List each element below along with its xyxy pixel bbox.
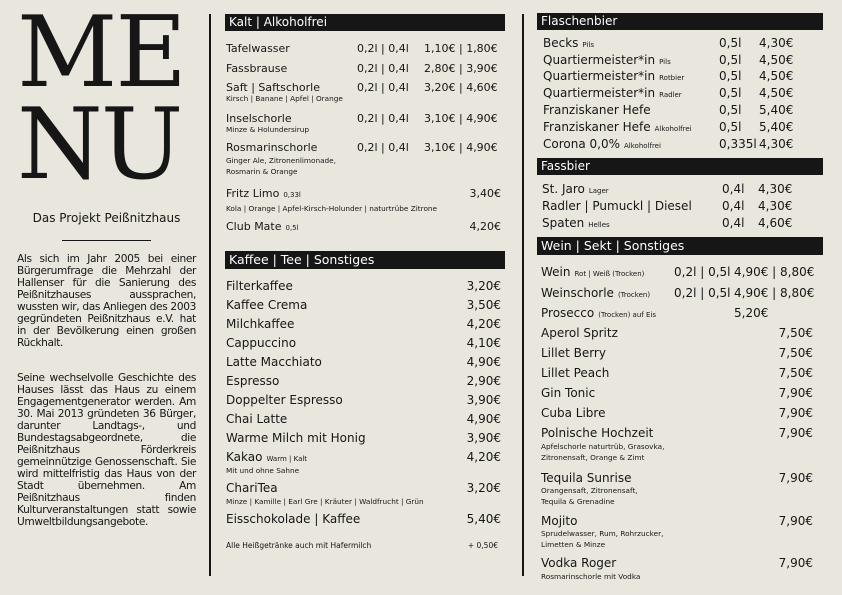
menu-item <box>541 367 823 381</box>
item-price: 2,90€ <box>466 374 501 388</box>
item-price: 4,30€ <box>759 137 794 151</box>
item-size: 0,5l <box>719 86 742 100</box>
item-price: 3,40€ <box>469 187 501 200</box>
item-qualifier: Alkoholfrei <box>624 142 661 150</box>
item-description: Kirsch | Banane | Apfel | Orange <box>226 94 343 103</box>
item-price: 4,50€ <box>759 69 794 83</box>
item-size: 0,5l <box>719 120 742 134</box>
item-name: Weinschorle (Trocken) <box>541 286 651 300</box>
menu-title-line-2: NU <box>17 88 182 202</box>
item-name: Kaffee Crema <box>226 298 308 312</box>
item-name: Prosecco (Trocken) auf Eis <box>541 306 656 320</box>
item-description: Rosmarinschorle mit Vodka <box>541 572 641 581</box>
menu-item <box>226 356 506 370</box>
menu-item <box>226 394 506 408</box>
item-name: Warme Milch mit Honig <box>226 431 366 445</box>
item-price: 7,50€ <box>778 366 813 380</box>
item-price: 7,90€ <box>778 426 813 440</box>
item-price: 4,20€ <box>469 220 501 233</box>
item-size: 0,2l | 0,5l <box>674 286 731 300</box>
section-heading-fassbier: Fassbier <box>537 158 823 175</box>
item-size: 0,2l | 0,5l <box>674 265 731 279</box>
item-name: Cappuccino <box>226 336 297 350</box>
item-qualifier: 0,33l <box>283 191 301 199</box>
item-name: Polnische Hochzeit <box>541 426 654 440</box>
item-price: 4,20€ <box>466 450 501 464</box>
item-price: 5,20€ <box>734 306 769 320</box>
item-name: Fritz Limo 0,33l <box>226 187 301 200</box>
menu-item <box>541 557 823 571</box>
section-heading-wein: Wein | Sekt | Sonstiges <box>537 237 823 255</box>
item-name: Filterkaffee <box>226 279 293 293</box>
item-name: Rosmarinschorle <box>226 141 318 154</box>
item-price: 4,90€ <box>466 355 501 369</box>
item-qualifier: Radler <box>659 91 682 99</box>
item-qualifier: Rotbier <box>659 74 685 82</box>
item-prices: 3,10€ | 4,90€ <box>424 112 498 125</box>
menu-item <box>541 327 823 341</box>
item-name: Kakao Warm | Kalt <box>226 450 308 464</box>
menu-item <box>541 387 823 401</box>
item-sizes: 0,2l | 0,4l <box>357 42 409 55</box>
item-qualifier: Alkoholfrei <box>654 125 692 133</box>
item-prices: 3,10€ | 4,90€ <box>424 141 498 154</box>
item-description: Sprudelwasser, Rum, Rohrzucker, <box>541 529 664 538</box>
item-name: Quartiermeister*in Pils <box>543 53 671 67</box>
footnote-price: + 0,50€ <box>467 541 498 550</box>
menu-item <box>226 299 506 313</box>
item-description: Minze | Kamille | Earl Gre | Kräuter | Waldfrucht | Grün <box>226 497 424 506</box>
item-name: Cuba Libre <box>541 406 606 420</box>
item-name: Lillet Peach <box>541 366 610 380</box>
item-qualifier: Helles <box>588 221 610 229</box>
item-description: Apfelschorle naturtrüb, Grasovka, <box>541 442 665 451</box>
item-name: Eisschokolade | Kaffee <box>226 512 361 526</box>
menu-item <box>226 318 506 332</box>
item-qualifier: 0,5l <box>285 224 299 232</box>
item-name: Tafelwasser <box>226 42 290 55</box>
item-name: Chai Latte <box>226 412 288 426</box>
item-size: 0,5l <box>719 69 742 83</box>
item-price: 7,90€ <box>778 386 813 400</box>
item-size: 0,5l <box>719 53 742 67</box>
item-prices: 2,80€ | 3,90€ <box>424 62 498 75</box>
menu-item <box>541 266 823 280</box>
item-sizes: 0,2l | 0,4l <box>357 141 409 154</box>
item-name: Vodka Roger <box>541 556 617 570</box>
item-description: Kola | Orange | Apfel-Kirsch-Holunder | naturtrübe Zitrone <box>226 204 438 213</box>
item-price: 3,50€ <box>466 298 501 312</box>
section-heading-kaffee: Kaffee | Tee | Sonstiges <box>225 251 505 269</box>
item-name: Mojito <box>541 514 578 528</box>
menu-item <box>541 307 823 321</box>
menu-title-line-1: ME <box>17 0 185 110</box>
item-name: Franziskaner Hefe <box>543 103 651 117</box>
item-price: 4,30€ <box>758 182 793 196</box>
item-price: 7,50€ <box>778 346 813 360</box>
item-price: 4,50€ <box>759 86 794 100</box>
item-name: Radler | Pumuckl | Diesel <box>542 199 692 213</box>
item-name: Espresso <box>226 374 280 388</box>
item-price: 4,90€ <box>466 412 501 426</box>
item-size: 0,4l <box>722 199 745 213</box>
section-heading-flaschenbier: Flaschenbier <box>537 13 823 30</box>
menu-item <box>226 513 506 527</box>
footnote: Alle Heißgetränke auch mit Hafermilch <box>226 541 372 550</box>
item-name: Club Mate 0,5l <box>226 220 299 233</box>
item-price: 4,30€ <box>758 199 793 213</box>
item-name: Fassbrause <box>226 62 288 75</box>
menu-item <box>541 347 823 361</box>
item-qualifier: Warm | Kalt <box>266 455 308 463</box>
menu-item <box>541 427 823 441</box>
item-description: Minze & Holundersirup <box>226 125 310 134</box>
item-qualifier: (Trocken) <box>617 291 651 299</box>
menu-item <box>541 472 823 486</box>
item-description: Limetten & Minze <box>541 540 606 549</box>
item-qualifier: Rot | Weiß (Trocken) <box>574 270 645 278</box>
item-price: 3,20€ <box>466 279 501 293</box>
item-price: 3,90€ <box>466 431 501 445</box>
item-name: Aperol Spritz <box>541 326 618 340</box>
item-price: 4,60€ <box>758 216 793 230</box>
item-qualifier: Pils <box>582 41 595 49</box>
column-divider <box>209 14 211 576</box>
item-name: Quartiermeister*in Rotbier <box>543 69 685 83</box>
menu-item <box>541 407 823 421</box>
item-size: 0,335l <box>719 137 757 151</box>
item-size: 0,4l <box>722 216 745 230</box>
menu-item <box>226 375 506 389</box>
item-description: Zitronensaft, Orange & Zimt <box>541 453 645 462</box>
item-sizes: 0,2l | 0,4l <box>357 112 409 125</box>
item-price: 4,30€ <box>759 36 794 50</box>
item-prices: 1,10€ | 1,80€ <box>424 42 498 55</box>
intro-paragraph-1: Als sich im Jahr 2005 bei einer Bürgerumfrage die Mehrzahl der Hallenser für die Sanierung des Peißnitzhauses aussprachen, wussten wir, das Anliegen des 2003 gegründeten Peißnitzhaus e.V. hat in der Bevölkerung einen großen Rückhalt. <box>17 253 196 349</box>
item-name: Quartiermeister*in Radler <box>543 86 682 100</box>
item-price: 5,40€ <box>466 512 501 526</box>
intro-paragraph-2: Seine wechselvolle Geschichte des Hauses lässt das Haus zu einem Engagementgenerator werden. Am 30. Mai 2013 gründeten 36 Bürger, darunter Landtags-, und Bundestagsabgeordnete, die Peißnitzhaus Förderkreis gemeinnützige Genossenschaft. Sie wird mittelfristig das Haus von der Stadt übernehmen. Am Peißnitzhaus finden Kulturveranstaltungen statt sowie Umweltbildungsangebote. <box>17 372 196 528</box>
kaffee-list <box>226 0 506 595</box>
item-price: 7,50€ <box>778 326 813 340</box>
column-divider <box>522 14 524 576</box>
item-size: 0,5l <box>719 36 742 50</box>
item-name: Tequila Sunrise <box>541 471 632 485</box>
item-name: Wein Rot | Weiß (Trocken) <box>541 265 645 279</box>
menu-item <box>541 287 823 301</box>
item-price: 4,90€ | 8,80€ <box>734 265 815 279</box>
item-price: 5,40€ <box>759 120 794 134</box>
item-name: Becks Pils <box>543 36 595 50</box>
item-qualifier: (Trocken) auf Eis <box>598 311 656 319</box>
item-price: 5,40€ <box>759 103 794 117</box>
item-name: ChariTea <box>226 481 278 495</box>
item-price: 4,50€ <box>759 53 794 67</box>
item-size: 0,4l <box>722 182 745 196</box>
section-heading-kalt: Kalt | Alkoholfrei <box>225 14 505 31</box>
venue-subtitle: Das Projekt Peißnitzhaus <box>32 211 181 225</box>
item-price: 4,20€ <box>466 317 501 331</box>
item-name: Inselschorle <box>226 112 292 125</box>
item-size: 0,5l <box>719 103 742 117</box>
item-price: 7,90€ <box>778 514 813 528</box>
item-sizes: 0,2l | 0,4l <box>357 62 409 75</box>
wein-list <box>541 0 823 595</box>
menu-item <box>226 337 506 351</box>
item-name: Doppelter Espresso <box>226 393 343 407</box>
subtitle-divider <box>62 240 151 241</box>
item-qualifier: Lager <box>588 187 609 195</box>
item-name: Lillet Berry <box>541 346 606 360</box>
item-description: Mit und ohne Sahne <box>226 466 300 475</box>
item-price: 7,90€ <box>778 406 813 420</box>
menu-item <box>226 482 506 496</box>
item-name: St. Jaro Lager <box>542 182 609 196</box>
item-name: Milchkaffee <box>226 317 295 331</box>
item-description: Orangensaft, Zitronensaft, <box>541 486 638 495</box>
item-price: 7,90€ <box>778 556 813 570</box>
menu-item <box>226 280 506 294</box>
item-sizes: 0,2l | 0,4l <box>357 81 409 94</box>
item-description: Tequila & Grenadine <box>541 497 615 506</box>
menu-item <box>541 515 823 529</box>
item-name: Gin Tonic <box>541 386 596 400</box>
item-price: 3,20€ <box>466 481 501 495</box>
item-price: 4,90€ | 8,80€ <box>734 286 815 300</box>
item-price: 7,90€ <box>778 471 813 485</box>
item-price: 4,10€ <box>466 336 501 350</box>
item-name: Spaten Helles <box>542 216 610 230</box>
menu-item <box>226 413 506 427</box>
item-name: Corona 0,0% Alkoholfrei <box>543 137 661 151</box>
menu-item <box>226 432 506 446</box>
item-description: Ginger Ale, Zitronenlimonade, <box>226 156 336 165</box>
item-name: Franziskaner Hefe Alkoholfrei <box>543 120 692 134</box>
item-description: Rosmarin & Orange <box>226 167 298 176</box>
item-price: 3,90€ <box>466 393 501 407</box>
menu-item <box>226 451 506 465</box>
item-qualifier: Pils <box>659 58 671 66</box>
item-name: Saft | Saftschorle <box>226 81 320 94</box>
item-name: Latte Macchiato <box>226 355 322 369</box>
item-prices: 3,20€ | 4,60€ <box>424 81 498 94</box>
